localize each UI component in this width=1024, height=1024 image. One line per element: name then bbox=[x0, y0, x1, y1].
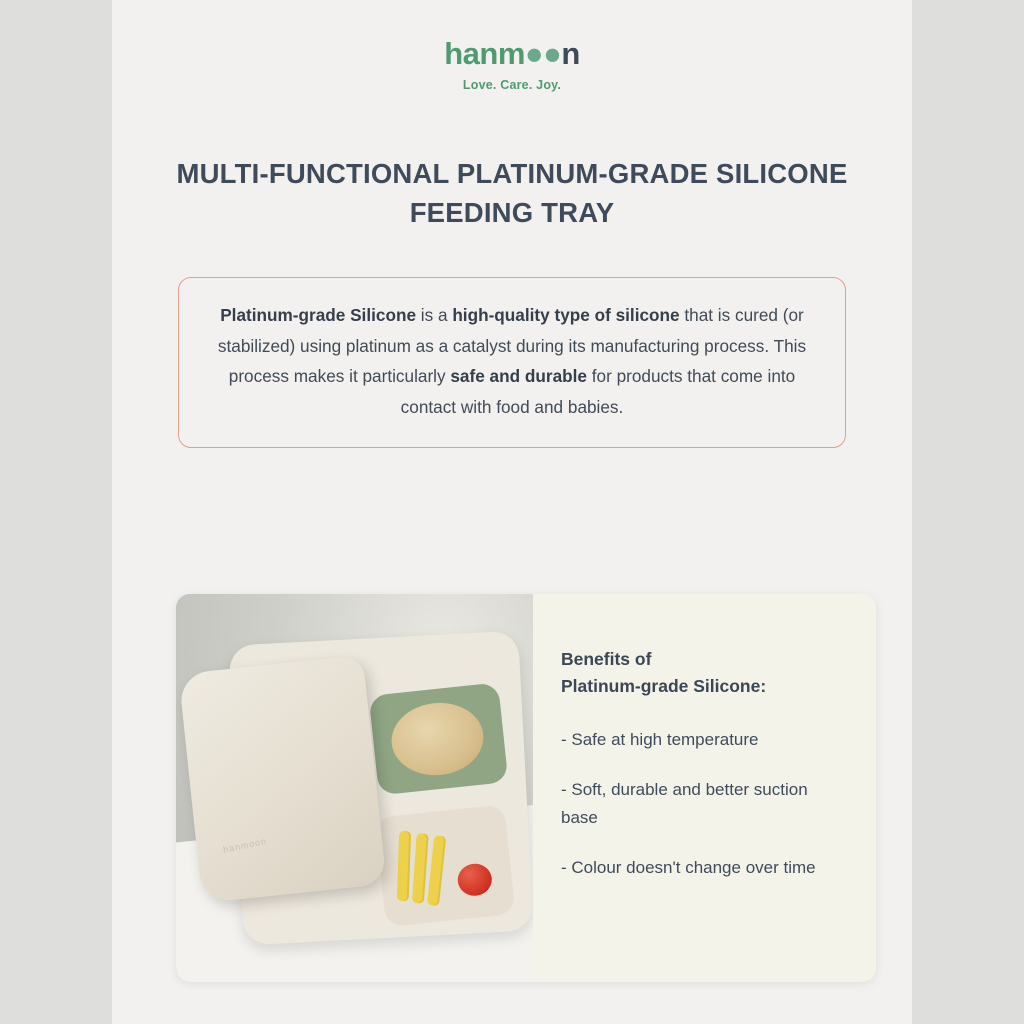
document-page bbox=[112, 0, 912, 1024]
brand-tagline: Love. Care. Joy. bbox=[462, 78, 562, 92]
benefit-item: - Soft, durable and better suction base bbox=[561, 780, 808, 828]
food-tomato bbox=[456, 862, 493, 897]
benefits-heading-line2: Platinum-grade Silicone: bbox=[561, 676, 767, 697]
callout-text-1: is a bbox=[416, 305, 453, 326]
tray-compartment-beige bbox=[375, 804, 516, 927]
benefit-item: - Colour doesn't change over time bbox=[561, 858, 816, 878]
food-fry bbox=[397, 831, 411, 901]
callout-strong-2: high-quality type of silicone bbox=[452, 305, 680, 326]
product-section bbox=[176, 594, 876, 982]
callout-lead-term: Platinum-grade Silicone bbox=[220, 305, 417, 326]
benefits-heading bbox=[561, 646, 842, 700]
food-fry bbox=[412, 833, 429, 904]
tray-compartment-green bbox=[369, 682, 509, 795]
brand-logo bbox=[112, 38, 912, 92]
brand-name-part2: n bbox=[561, 36, 580, 71]
food-rice bbox=[388, 698, 487, 779]
benefit-item: - Safe at high temperature bbox=[561, 730, 759, 750]
product-photo bbox=[176, 594, 533, 982]
definition-callout bbox=[178, 277, 846, 447]
food-fry bbox=[427, 835, 446, 906]
callout-text-3: for products that come into contact with food and babies. bbox=[400, 366, 796, 417]
brand-name-part1: hanm bbox=[444, 36, 525, 71]
page-title: MULTI-FUNCTIONAL PLATINUM-GRADE SILICONE FEEDING TRAY bbox=[176, 158, 848, 229]
callout-text-2: that is cured (or stabilized) using platinum as a catalyst during its manufacturing process. This process makes it particularly bbox=[217, 305, 807, 387]
benefits-panel bbox=[533, 594, 876, 982]
benefits-heading-line1: Benefits of bbox=[561, 649, 652, 669]
lid-brand-embossing: hanmoon bbox=[222, 835, 268, 855]
tray-lid bbox=[178, 655, 386, 903]
callout-strong-3: safe and durable bbox=[450, 366, 587, 387]
brand-wordmark: hanm●●n bbox=[444, 36, 580, 71]
